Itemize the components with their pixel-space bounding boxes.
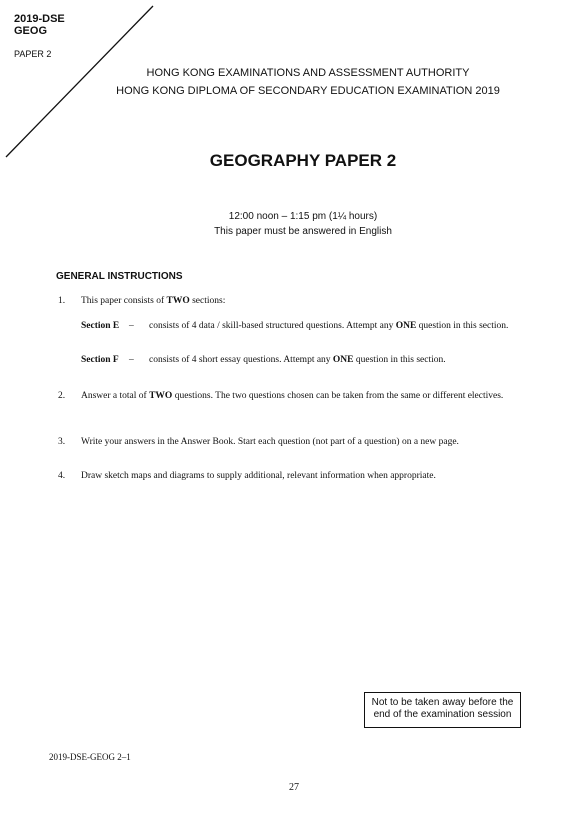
instruction-text-1: This paper consists of TWO sections: [81,296,226,306]
notice-line-1: Not to be taken away before the [371,697,514,708]
paper-title: GEOGRAPHY PAPER 2 [209,151,397,170]
paper-code-year: 2019-DSE [14,13,65,25]
paper-code-number: PAPER 2 [14,49,52,59]
instruction-number-3: 3. [58,437,66,447]
section-f-dash: – [129,355,134,365]
section-e-description: consists of 4 data / skill-based structured questions. Attempt any ONE question in this section. [149,321,509,331]
notice-line-2: end of the examination session [373,709,512,720]
section-f-description: consists of 4 short essay questions. Attempt any ONE question in this section. [149,355,446,365]
authority-name: HONG KONG EXAMINATIONS AND ASSESSMENT AUTHORITY [146,67,470,79]
instruction-text-3: Write your answers in the Answer Book. Start each question (not part of a question) on a new page. [81,437,459,447]
footer-paper-code: 2019-DSE-GEOG 2–1 [49,752,131,762]
section-e-dash: – [129,321,134,331]
paper-code-subject: GEOG [14,25,48,37]
section-f-label: Section F [81,355,119,365]
instruction-number-4: 4. [58,471,66,481]
instruction-number-2: 2. [58,391,66,401]
instructions-heading: GENERAL INSTRUCTIONS [56,271,183,282]
language-note: This paper must be answered in English [214,226,392,237]
notice-box [364,692,521,728]
instruction-text-4: Draw sketch maps and diagrams to supply additional, relevant information when appropriate. [81,471,436,481]
section-e-label: Section E [81,321,120,331]
examination-name: HONG KONG DIPLOMA OF SECONDARY EDUCATION EXAMINATION 2019 [116,85,500,97]
instruction-number-1: 1. [58,296,66,306]
instruction-text-2: Answer a total of TWO questions. The two questions chosen can be taken from the same or different electives. [81,391,504,401]
exam-time: 12:00 noon – 1:15 pm (1¼ hours) [228,211,378,222]
page-number: 27 [289,782,299,793]
